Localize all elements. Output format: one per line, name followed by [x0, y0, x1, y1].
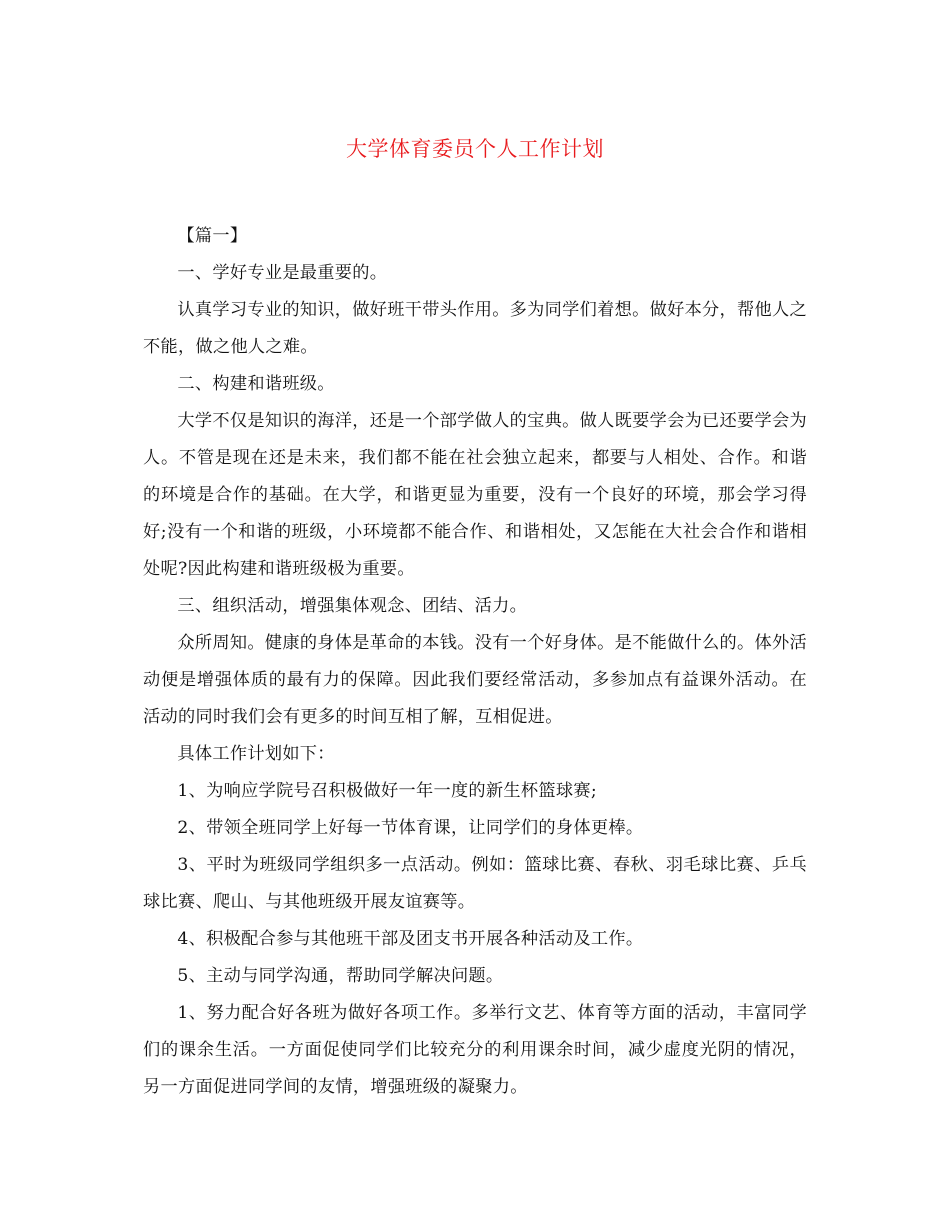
paragraph: 一、学好专业是最重要的。 — [177, 263, 388, 283]
paragraph: 众所周知。健康的身体是革命的本钱。没有一个好身体。是不能做什么的。体外活动便是增强体质的最有力的保障。因此我们要经常活动，多参加点有益课外活动。在活动的同时我们会有更多的时间互相了解，互相促进。 — [143, 633, 807, 727]
paragraph: 大学不仅是知识的海洋，还是一个部学做人的宝典。做人既要学会为已还要学会为人。不管是现在还是未来，我们都不能在社会独立起来，都要与人相处、合作。和谐的环境是合作的基础。在大学，和谐更显为重要，没有一个良好的环境，那会学习得好;没有一个和谐的班级，小环境都不能合作、和谐相处，又怎能在大社会合作和谐相处呢?因此构建和谐班级极为重要。 — [143, 411, 807, 579]
document-body — [143, 218, 807, 1106]
paragraph: 1、为响应学院号召积极做好一年一度的新生杯篮球赛; — [177, 781, 597, 801]
document-title: 大学体育委员个人工作计划 — [346, 137, 604, 161]
paragraph: 二、构建和谐班级。 — [177, 374, 335, 394]
paragraph: 具体工作计划如下： — [177, 744, 335, 764]
paragraph: 2、带领全班同学上好每一节体育课，让同学们的身体更棒。 — [177, 818, 644, 838]
paragraph: 【篇一】 — [177, 226, 248, 246]
paragraph: 三、组织活动，增强集体观念、团结、活力。 — [177, 596, 528, 616]
paragraph: 5、主动与同学沟通，帮助同学解决问题。 — [177, 966, 504, 986]
paragraph: 4、积极配合参与其他班干部及团支书开展各种活动及工作。 — [177, 929, 644, 949]
paragraph: 认真学习专业的知识，做好班干带头作用。多为同学们着想。做好本分，帮他人之不能，做之他人之难。 — [143, 300, 807, 357]
paragraph: 1、努力配合好各班为做好各项工作。多举行文艺、体育等方面的活动，丰富同学们的课余生活。一方面促使同学们比较充分的利用课余时间，减少虚度光阴的情况，另一方面促进同学间的友情，增强班级的凝聚力。 — [143, 1003, 807, 1097]
paragraph: 3、平时为班级同学组织多一点活动。例如：篮球比赛、春秋、羽毛球比赛、乒乓球比赛、爬山、与其他班级开展友谊赛等。 — [143, 855, 807, 912]
